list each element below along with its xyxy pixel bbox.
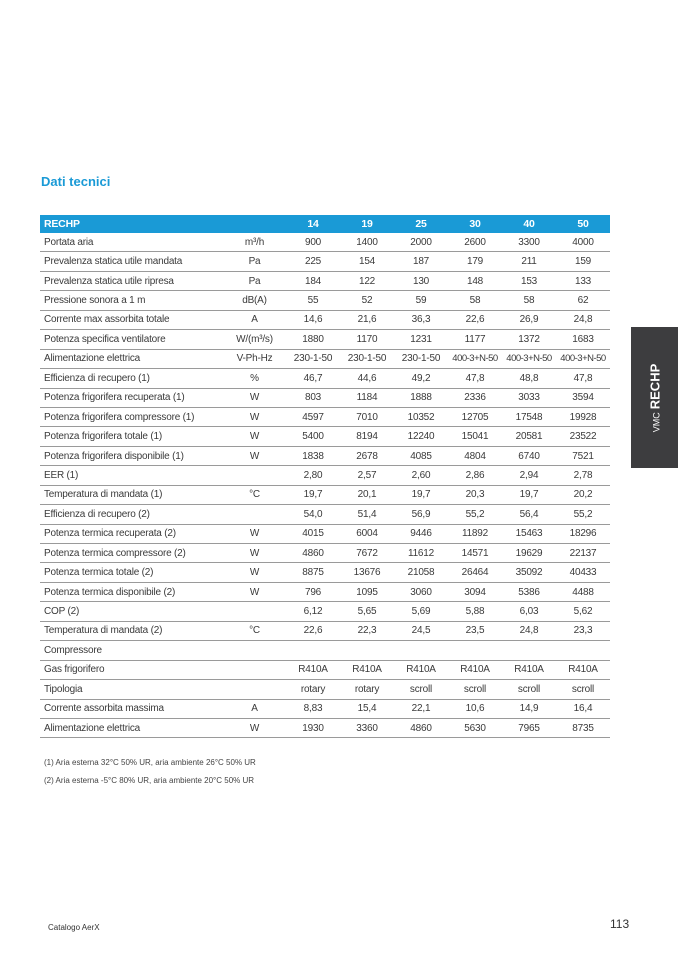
model-header: 50	[556, 215, 610, 233]
row-label: Alimentazione elettrica	[40, 718, 223, 737]
row-label: Gas frigorifero	[40, 660, 223, 679]
row-label: Corrente max assorbita totale	[40, 310, 223, 329]
row-value: 59	[394, 291, 448, 310]
table-row	[40, 680, 610, 699]
row-value: 7672	[340, 544, 394, 563]
row-value: 46,7	[286, 369, 340, 388]
row-label: Efficienza di recupero (1)	[40, 369, 223, 388]
row-value: 47,8	[448, 369, 502, 388]
row-unit: °C	[223, 621, 286, 640]
row-value: 5400	[286, 427, 340, 446]
row-value: 230-1-50	[394, 349, 448, 368]
table-row	[40, 310, 610, 329]
row-unit: W	[223, 544, 286, 563]
row-value: 7010	[340, 407, 394, 426]
row-value: 11892	[448, 524, 502, 543]
row-value	[394, 641, 448, 660]
row-value: 23522	[556, 427, 610, 446]
table-row	[40, 233, 610, 252]
row-unit: W	[223, 446, 286, 465]
row-value: 24,8	[556, 310, 610, 329]
table-row	[40, 563, 610, 582]
row-value: 16,4	[556, 699, 610, 718]
row-value: 148	[448, 271, 502, 290]
table-row	[40, 505, 610, 524]
row-value: 1177	[448, 330, 502, 349]
side-tab-category: VMC	[651, 411, 661, 432]
row-value: scroll	[502, 680, 556, 699]
row-label: Potenza frigorifera disponibile (1)	[40, 446, 223, 465]
row-unit	[223, 602, 286, 621]
row-value: 1231	[394, 330, 448, 349]
row-value: 122	[340, 271, 394, 290]
row-unit: A	[223, 310, 286, 329]
row-value: 40433	[556, 563, 610, 582]
technical-data-table	[40, 215, 610, 738]
row-value: R410A	[556, 660, 610, 679]
row-value: 23,3	[556, 621, 610, 640]
table-row	[40, 427, 610, 446]
row-value: 230-1-50	[340, 349, 394, 368]
row-value	[502, 641, 556, 660]
row-value: 22,3	[340, 621, 394, 640]
row-value: 49,2	[394, 369, 448, 388]
table-row	[40, 524, 610, 543]
model-header: 25	[394, 215, 448, 233]
row-value: 7521	[556, 446, 610, 465]
table-row	[40, 291, 610, 310]
row-value: 1400	[340, 233, 394, 252]
row-value: 44,6	[340, 369, 394, 388]
row-value: rotary	[286, 680, 340, 699]
row-value: 2000	[394, 233, 448, 252]
row-unit: W/(m³/s)	[223, 330, 286, 349]
row-value: 2678	[340, 446, 394, 465]
row-value: 19,7	[286, 485, 340, 504]
row-value: 187	[394, 252, 448, 271]
row-value	[340, 641, 394, 660]
row-value: 4488	[556, 582, 610, 601]
row-value: 55,2	[448, 505, 502, 524]
row-value: 1184	[340, 388, 394, 407]
row-value: 20581	[502, 427, 556, 446]
row-unit: V-Ph-Hz	[223, 349, 286, 368]
row-value: 47,8	[556, 369, 610, 388]
row-value: R410A	[394, 660, 448, 679]
row-label: Portata aria	[40, 233, 223, 252]
row-value: 19,7	[394, 485, 448, 504]
row-label: COP (2)	[40, 602, 223, 621]
row-value: 15463	[502, 524, 556, 543]
model-header: 19	[340, 215, 394, 233]
row-value: 20,3	[448, 485, 502, 504]
row-value: 3060	[394, 582, 448, 601]
row-value: 4860	[394, 718, 448, 737]
row-value: 21058	[394, 563, 448, 582]
row-label: Potenza termica recuperata (2)	[40, 524, 223, 543]
row-value: 130	[394, 271, 448, 290]
side-tab-text	[647, 363, 662, 432]
row-value: 14,6	[286, 310, 340, 329]
row-value	[448, 641, 502, 660]
row-label: Prevalenza statica utile ripresa	[40, 271, 223, 290]
table-row	[40, 446, 610, 465]
row-value: 6,12	[286, 602, 340, 621]
row-label: EER (1)	[40, 466, 223, 485]
row-value: 23,5	[448, 621, 502, 640]
row-label: Efficienza di recupero (2)	[40, 505, 223, 524]
row-value: 5386	[502, 582, 556, 601]
table-header-row	[40, 215, 610, 233]
footnote: (1) Aria esterna 32°C 50% UR, aria ambiente 26°C 50% UR	[44, 758, 256, 767]
row-unit	[223, 641, 286, 660]
table-row	[40, 388, 610, 407]
row-unit: W	[223, 718, 286, 737]
table-row	[40, 466, 610, 485]
row-value: 15041	[448, 427, 502, 446]
table-row	[40, 699, 610, 718]
row-value: 3360	[340, 718, 394, 737]
row-value: R410A	[340, 660, 394, 679]
row-value: 51,4	[340, 505, 394, 524]
row-value: rotary	[340, 680, 394, 699]
row-value: 133	[556, 271, 610, 290]
row-label: Corrente assorbita massima	[40, 699, 223, 718]
row-value: 20,2	[556, 485, 610, 504]
table-row	[40, 602, 610, 621]
table-row	[40, 252, 610, 271]
row-label: Temperatura di mandata (2)	[40, 621, 223, 640]
row-unit: W	[223, 524, 286, 543]
row-value: 24,8	[502, 621, 556, 640]
row-value: 18296	[556, 524, 610, 543]
row-label: Potenza termica disponibile (2)	[40, 582, 223, 601]
row-value: 6004	[340, 524, 394, 543]
row-value: 20,1	[340, 485, 394, 504]
table-row	[40, 621, 610, 640]
row-value: 4597	[286, 407, 340, 426]
row-value: 159	[556, 252, 610, 271]
row-value	[556, 641, 610, 660]
row-value: 2,94	[502, 466, 556, 485]
row-label: Prevalenza statica utile mandata	[40, 252, 223, 271]
row-label: Potenza termica compressore (2)	[40, 544, 223, 563]
table-row	[40, 349, 610, 368]
row-value: 230-1-50	[286, 349, 340, 368]
row-unit: W	[223, 582, 286, 601]
section-side-tab	[631, 327, 678, 468]
row-value: scroll	[394, 680, 448, 699]
row-value: 14,9	[502, 699, 556, 718]
row-value: 52	[340, 291, 394, 310]
row-unit: W	[223, 388, 286, 407]
row-value: 4804	[448, 446, 502, 465]
row-value: 2,60	[394, 466, 448, 485]
table-row	[40, 660, 610, 679]
table-row	[40, 369, 610, 388]
row-value: 10,6	[448, 699, 502, 718]
row-value: 12705	[448, 407, 502, 426]
row-value: 24,5	[394, 621, 448, 640]
model-header: 40	[502, 215, 556, 233]
footnotes	[44, 758, 256, 794]
row-value: 4015	[286, 524, 340, 543]
row-value: 5,62	[556, 602, 610, 621]
row-value: 10352	[394, 407, 448, 426]
row-unit: W	[223, 407, 286, 426]
row-value: 7965	[502, 718, 556, 737]
row-label: Potenza frigorifera compressore (1)	[40, 407, 223, 426]
table-body	[40, 233, 610, 738]
table-row	[40, 718, 610, 737]
row-value: 400-3+N-50	[448, 349, 502, 368]
row-value: 1888	[394, 388, 448, 407]
row-value: 14571	[448, 544, 502, 563]
row-unit	[223, 505, 286, 524]
row-value: 58	[502, 291, 556, 310]
row-value: 3300	[502, 233, 556, 252]
row-value: 2,86	[448, 466, 502, 485]
row-value: 13676	[340, 563, 394, 582]
row-unit: °C	[223, 485, 286, 504]
row-value: 26464	[448, 563, 502, 582]
table-row	[40, 641, 610, 660]
row-value: 153	[502, 271, 556, 290]
row-value: 22,6	[286, 621, 340, 640]
row-value: 19629	[502, 544, 556, 563]
row-value: 56,4	[502, 505, 556, 524]
row-value: 8875	[286, 563, 340, 582]
row-value: 55	[286, 291, 340, 310]
row-unit: W	[223, 427, 286, 446]
row-unit: Pa	[223, 252, 286, 271]
row-value: 4000	[556, 233, 610, 252]
row-value: 4085	[394, 446, 448, 465]
row-value: 6740	[502, 446, 556, 465]
table-row	[40, 544, 610, 563]
row-value: 35092	[502, 563, 556, 582]
row-value: scroll	[556, 680, 610, 699]
row-value: 21,6	[340, 310, 394, 329]
row-value: 1838	[286, 446, 340, 465]
row-value: 56,9	[394, 505, 448, 524]
row-value: 8194	[340, 427, 394, 446]
row-unit: A	[223, 699, 286, 718]
row-value: 15,4	[340, 699, 394, 718]
row-value: 1372	[502, 330, 556, 349]
row-value: 1170	[340, 330, 394, 349]
row-value: 5,65	[340, 602, 394, 621]
row-label: Potenza specifica ventilatore	[40, 330, 223, 349]
row-value: 3094	[448, 582, 502, 601]
row-value: 400-3+N-50	[556, 349, 610, 368]
table-row	[40, 485, 610, 504]
row-value: 5630	[448, 718, 502, 737]
row-value: 796	[286, 582, 340, 601]
row-value: 36,3	[394, 310, 448, 329]
row-label: Temperatura di mandata (1)	[40, 485, 223, 504]
row-value: 55,2	[556, 505, 610, 524]
row-value: 2600	[448, 233, 502, 252]
row-value: 1095	[340, 582, 394, 601]
row-label: Pressione sonora a 1 m	[40, 291, 223, 310]
row-value: 22137	[556, 544, 610, 563]
row-label: Compressore	[40, 641, 223, 660]
row-label: Tipologia	[40, 680, 223, 699]
row-value: 1683	[556, 330, 610, 349]
row-value: 6,03	[502, 602, 556, 621]
row-value: 154	[340, 252, 394, 271]
row-value: 225	[286, 252, 340, 271]
row-value: 19928	[556, 407, 610, 426]
row-unit: Pa	[223, 271, 286, 290]
row-value: 62	[556, 291, 610, 310]
row-unit: m³/h	[223, 233, 286, 252]
row-value: 11612	[394, 544, 448, 563]
page-number: 113	[610, 917, 630, 931]
section-title: Dati tecnici	[41, 174, 111, 189]
row-value: 1880	[286, 330, 340, 349]
row-value: 184	[286, 271, 340, 290]
row-value: 2,57	[340, 466, 394, 485]
row-value: 179	[448, 252, 502, 271]
table-row	[40, 330, 610, 349]
row-value: R410A	[448, 660, 502, 679]
row-label: Alimentazione elettrica	[40, 349, 223, 368]
row-value: 8,83	[286, 699, 340, 718]
row-unit: %	[223, 369, 286, 388]
row-value	[286, 641, 340, 660]
row-value: 22,6	[448, 310, 502, 329]
catalog-name: Catalogo AerX	[48, 923, 100, 932]
row-value: 4860	[286, 544, 340, 563]
row-value: 5,88	[448, 602, 502, 621]
row-unit	[223, 660, 286, 679]
model-header: 30	[448, 215, 502, 233]
row-value: 803	[286, 388, 340, 407]
row-value: R410A	[286, 660, 340, 679]
row-value: 2,78	[556, 466, 610, 485]
row-value: scroll	[448, 680, 502, 699]
row-value: 22,1	[394, 699, 448, 718]
row-value: 900	[286, 233, 340, 252]
row-value: R410A	[502, 660, 556, 679]
row-label: Potenza frigorifera recuperata (1)	[40, 388, 223, 407]
row-label: Potenza frigorifera totale (1)	[40, 427, 223, 446]
row-value: 400-3+N-50	[502, 349, 556, 368]
row-value: 1930	[286, 718, 340, 737]
row-label: Potenza termica totale (2)	[40, 563, 223, 582]
side-tab-product: RECHP	[647, 363, 662, 409]
footnote: (2) Aria esterna -5°C 80% UR, aria ambiente 20°C 50% UR	[44, 776, 255, 785]
row-value: 211	[502, 252, 556, 271]
row-value: 3033	[502, 388, 556, 407]
table-row	[40, 407, 610, 426]
row-unit: dB(A)	[223, 291, 286, 310]
row-value: 2,80	[286, 466, 340, 485]
row-value: 58	[448, 291, 502, 310]
row-value: 26,9	[502, 310, 556, 329]
row-value: 48,8	[502, 369, 556, 388]
row-value: 9446	[394, 524, 448, 543]
row-value: 12240	[394, 427, 448, 446]
row-value: 5,69	[394, 602, 448, 621]
row-value: 19,7	[502, 485, 556, 504]
row-unit: W	[223, 563, 286, 582]
table-row	[40, 271, 610, 290]
row-value: 17548	[502, 407, 556, 426]
row-value: 54,0	[286, 505, 340, 524]
row-value: 2336	[448, 388, 502, 407]
row-value: 3594	[556, 388, 610, 407]
model-header: 14	[286, 215, 340, 233]
row-unit	[223, 466, 286, 485]
row-unit	[223, 680, 286, 699]
row-value: 8735	[556, 718, 610, 737]
table-row	[40, 582, 610, 601]
table-title: RECHP	[40, 215, 223, 233]
unit-header	[223, 215, 286, 233]
table-header	[40, 215, 610, 233]
